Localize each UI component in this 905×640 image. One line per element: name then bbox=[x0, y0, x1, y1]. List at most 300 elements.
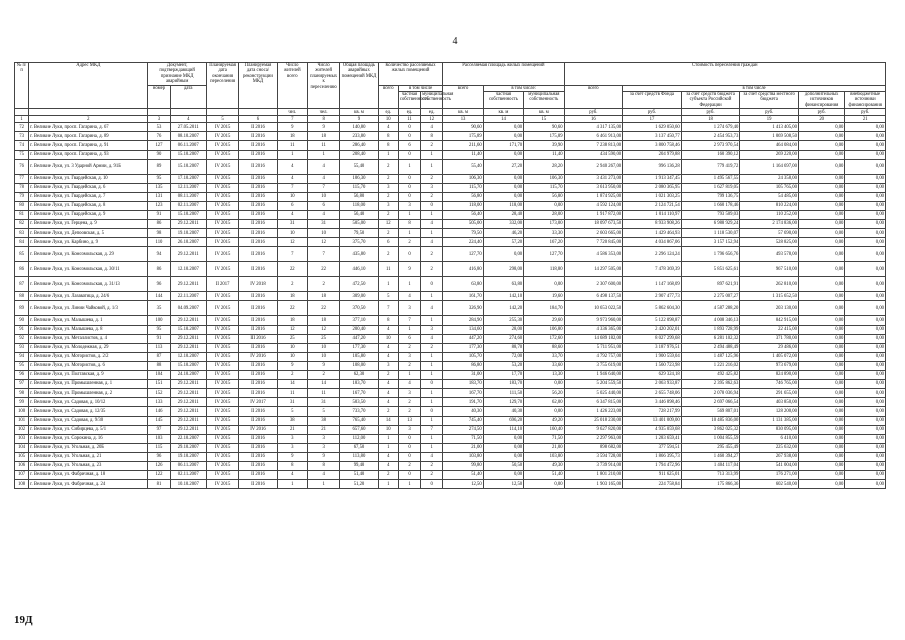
table-cell: 1 bbox=[378, 434, 398, 443]
table-cell: 2 940 267,00 bbox=[564, 159, 623, 174]
address-cell: г. Великие Луки, просп. Гагарина, д. 91 bbox=[29, 141, 148, 150]
table-cell: II 2016 bbox=[239, 343, 277, 352]
table-cell: 434 590,00 bbox=[564, 150, 623, 159]
table-cell: 2 bbox=[378, 247, 398, 262]
table-row bbox=[15, 407, 886, 416]
table-cell: 9 bbox=[277, 361, 307, 370]
table-cell: 824 890,00 bbox=[740, 371, 799, 380]
table-cell: 1 bbox=[398, 325, 420, 334]
table-cell: 06.11.2007 bbox=[170, 141, 206, 150]
table-cell: 184,70 bbox=[524, 301, 564, 316]
table-cell: 29.12.2011 bbox=[170, 343, 206, 352]
table-cell: 3 bbox=[378, 183, 398, 192]
table-cell: 1 903 165,00 bbox=[564, 480, 623, 489]
table-cell: 113 bbox=[148, 343, 170, 352]
table-cell: 22 bbox=[277, 301, 307, 316]
table-cell: 0,00 bbox=[845, 471, 886, 480]
table-cell: 31 bbox=[277, 398, 307, 407]
table-cell: 97 bbox=[148, 425, 170, 434]
col-rooms-count: Количество расселяемых жилых помещений bbox=[378, 63, 443, 86]
table-cell: 95 bbox=[15, 361, 29, 370]
table-cell: 0 bbox=[421, 407, 443, 416]
table-cell: II 2016 bbox=[239, 301, 277, 316]
table-cell: 2 494 488,49 bbox=[681, 343, 740, 352]
table-cell: 4 bbox=[277, 174, 307, 183]
table-cell: IV 2015 bbox=[206, 461, 238, 470]
table-cell: 115,70 bbox=[443, 183, 483, 192]
table-cell: 122 bbox=[148, 471, 170, 480]
table-cell: 31 bbox=[307, 220, 339, 229]
table-cell: 12.10.2007 bbox=[170, 352, 206, 361]
table-cell: 0,00 bbox=[524, 380, 564, 389]
table-cell: 127 bbox=[148, 141, 170, 150]
table-row bbox=[15, 380, 886, 389]
table-cell: 4 bbox=[421, 238, 443, 247]
table-cell: 4 935 059,68 bbox=[623, 425, 682, 434]
table-cell: 0 bbox=[398, 443, 420, 452]
table-cell: 1 946 640,00 bbox=[564, 371, 623, 380]
table-cell: 0,00 bbox=[845, 238, 886, 247]
table-cell: 9 bbox=[277, 123, 307, 132]
table-row bbox=[15, 211, 886, 220]
address-cell: г. Великие Луки, ул. Малышева, д. 8 bbox=[29, 325, 148, 334]
table-cell: 22.11.2007 bbox=[170, 292, 206, 301]
table-cell: 3 187 976,51 bbox=[623, 343, 682, 352]
table-cell: 133 bbox=[148, 398, 170, 407]
table-cell: 4 bbox=[398, 292, 420, 301]
table-cell: 505,00 bbox=[443, 220, 483, 229]
table-cell: 4 bbox=[421, 301, 443, 316]
table-cell: 24 358,00 bbox=[740, 174, 799, 183]
table-cell: 973 679,00 bbox=[740, 361, 799, 370]
address-cell: г. Великие Луки, ул. Гвардейская, д. 10 bbox=[29, 174, 148, 183]
table-cell: 416,80 bbox=[443, 262, 483, 277]
table-cell: 967 510,00 bbox=[740, 262, 799, 277]
table-cell: 4 bbox=[378, 380, 398, 389]
table-cell: 1 147 168,09 bbox=[623, 277, 682, 292]
table-cell: 38 bbox=[277, 416, 307, 425]
table-cell: 39,90 bbox=[524, 141, 564, 150]
table-cell: 9 bbox=[307, 361, 339, 370]
table-cell: 95 bbox=[148, 174, 170, 183]
table-cell: 4 008 346,13 bbox=[681, 316, 740, 325]
table-cell: 10 485 836,00 bbox=[681, 416, 740, 425]
address-cell: г. Великие Луки, ул. Садовая, д. 9/30 bbox=[29, 416, 148, 425]
table-cell: 8 933 908,26 bbox=[623, 220, 682, 229]
col-rooms-incl: в том числе bbox=[398, 85, 442, 91]
table-cell: 4 bbox=[378, 461, 398, 470]
table-cell: 78 bbox=[15, 183, 29, 192]
table-row bbox=[15, 389, 886, 398]
column-index-cell: 11 bbox=[398, 116, 420, 123]
table-cell: 0,00 bbox=[483, 150, 523, 159]
address-cell: г. Великие Луки, ул. Мотористов, д. 2/2 bbox=[29, 352, 148, 361]
table-cell: 1 405 072,00 bbox=[740, 352, 799, 361]
table-cell: 22 415,00 bbox=[740, 325, 799, 334]
table-cell: 54 485,00 bbox=[740, 192, 799, 201]
unit-cell: кв. м bbox=[483, 109, 523, 116]
table-cell: 2 bbox=[421, 192, 443, 201]
table-cell: 1 164 697,00 bbox=[740, 159, 799, 174]
table-cell: II 2016 bbox=[239, 452, 277, 461]
table-cell: 0,00 bbox=[798, 301, 844, 316]
table-cell: 105,80 bbox=[340, 352, 378, 361]
table-cell: 105,70 bbox=[443, 352, 483, 361]
table-cell: 746 765,00 bbox=[740, 380, 799, 389]
table-cell: 2 655 748,06 bbox=[623, 389, 682, 398]
table-cell: 29.12.2011 bbox=[170, 316, 206, 325]
col-doc-number: номер bbox=[148, 85, 170, 109]
table-cell: 2 bbox=[421, 343, 443, 352]
table-cell: 29.12.2011 bbox=[170, 425, 206, 434]
table-cell: 56,80 bbox=[340, 192, 378, 201]
table-cell: II 2016 bbox=[239, 461, 277, 470]
table-cell: 167,70 bbox=[340, 389, 378, 398]
table-cell: 21 bbox=[307, 425, 339, 434]
table-cell: 71,50 bbox=[524, 434, 564, 443]
table-cell: 2 bbox=[421, 262, 443, 277]
table-cell: 1 bbox=[421, 416, 443, 425]
table-row bbox=[15, 480, 886, 489]
table-cell: II 2016 bbox=[239, 220, 277, 229]
table-cell: 3 bbox=[277, 434, 307, 443]
table-cell: 51,40 bbox=[340, 471, 378, 480]
table-cell: 177,30 bbox=[340, 343, 378, 352]
table-cell: 6 281 102,32 bbox=[681, 334, 740, 343]
table-cell: 29.12.2011 bbox=[170, 416, 206, 425]
table-cell: 3 594 728,00 bbox=[564, 452, 623, 461]
unit-cell: руб. bbox=[845, 109, 886, 116]
table-cell: 84 bbox=[15, 238, 29, 247]
table-cell: 326,90 bbox=[443, 301, 483, 316]
table-cell: 0 bbox=[421, 201, 443, 210]
table-cell: 2 907 477,73 bbox=[623, 292, 682, 301]
table-cell: 88 bbox=[148, 361, 170, 370]
table-row bbox=[15, 150, 886, 159]
table-cell: 1 bbox=[421, 292, 443, 301]
table-cell: 5 122 098,87 bbox=[623, 316, 682, 325]
table-cell: 167,20 bbox=[524, 238, 564, 247]
table-cell: II 2016 bbox=[239, 132, 277, 141]
table-cell: 6 bbox=[398, 141, 420, 150]
table-cell: 40,30 bbox=[443, 407, 483, 416]
table-row bbox=[15, 334, 886, 343]
unit-cell-empty bbox=[239, 109, 277, 116]
table-cell: 95 bbox=[148, 325, 170, 334]
table-cell: 31,00 bbox=[443, 371, 483, 380]
table-cell: 810 224,00 bbox=[740, 201, 799, 210]
unit-cell: чел. bbox=[307, 109, 339, 116]
table-cell: 73 bbox=[15, 132, 29, 141]
table-cell: 0 bbox=[398, 192, 420, 201]
table-cell: 0,00 bbox=[845, 301, 886, 316]
table-cell: 1 794 472,96 bbox=[623, 461, 682, 470]
address-cell: г. Великие Луки, ул. Металлистов, д. 4 bbox=[29, 334, 148, 343]
table-cell: 7 bbox=[398, 316, 420, 325]
table-cell: 1 bbox=[421, 211, 443, 220]
table-cell: 2 bbox=[398, 343, 420, 352]
table-row bbox=[15, 343, 886, 352]
table-cell: IV 2015 bbox=[206, 247, 238, 262]
table-cell: 1 bbox=[307, 480, 339, 489]
table-cell: 15.10.2007 bbox=[170, 150, 206, 159]
table-cell: 492 425,82 bbox=[681, 371, 740, 380]
table-cell: 6 988 929,24 bbox=[681, 220, 740, 229]
table-cell: 1 900 559,04 bbox=[623, 352, 682, 361]
table-cell: IV 2015 bbox=[206, 434, 238, 443]
table-cell: 80 bbox=[15, 201, 29, 210]
unit-cell: чел. bbox=[277, 109, 307, 116]
table-cell: 12 bbox=[307, 325, 339, 334]
column-index-cell: 17 bbox=[623, 116, 682, 123]
table-cell: 1 bbox=[421, 316, 443, 325]
table-cell: 18 bbox=[277, 132, 307, 141]
table-cell: 89 bbox=[15, 301, 29, 316]
table-cell: 29.12.2011 bbox=[170, 389, 206, 398]
table-cell: 0,00 bbox=[845, 434, 886, 443]
col-document: Документ, подтверждающий признание МКД аварийным bbox=[148, 63, 207, 86]
table-cell: 14 689 182,00 bbox=[564, 334, 623, 343]
table-cell: 19,60 bbox=[524, 292, 564, 301]
table-cell: 0,00 bbox=[845, 277, 886, 292]
table-cell: 733,70 bbox=[340, 407, 378, 416]
table-cell: 435,80 bbox=[340, 247, 378, 262]
column-index-cell: 3 bbox=[148, 116, 170, 123]
table-cell: 7 bbox=[421, 425, 443, 434]
table-cell: 1 627 819,05 bbox=[681, 183, 740, 192]
table-cell: 110 bbox=[148, 238, 170, 247]
address-cell: г. Великие Луки, ул. Угольная, д. 21 bbox=[29, 452, 148, 461]
table-cell: 172,60 bbox=[524, 334, 564, 343]
table-cell: 08.11.2007 bbox=[170, 192, 206, 201]
table-cell: IV 2015 bbox=[206, 292, 238, 301]
address-cell: г. Великие Луки, ул. Гвардейская, д. 6 bbox=[29, 183, 148, 192]
table-row bbox=[15, 220, 886, 229]
table-cell: 1 bbox=[398, 480, 420, 489]
table-cell: 90 bbox=[148, 150, 170, 159]
address-cell: г. Великие Луки, ул. Садовая, д. 12/35 bbox=[29, 407, 148, 416]
table-cell: 160 390,12 bbox=[681, 150, 740, 159]
table-cell: 2 bbox=[398, 461, 420, 470]
table-cell: 1 429 464,93 bbox=[623, 229, 682, 238]
table-cell: 101 bbox=[15, 416, 29, 425]
table-cell: 0,00 bbox=[845, 416, 886, 425]
table-cell: 403 850,00 bbox=[740, 398, 799, 407]
table-cell: 90,60 bbox=[524, 123, 564, 132]
table-cell: 18 bbox=[277, 316, 307, 325]
table-cell: IV 2018 bbox=[239, 277, 277, 292]
table-cell: 1 487 125,96 bbox=[681, 352, 740, 361]
table-cell: 2 124 721,54 bbox=[623, 201, 682, 210]
table-cell: 5 025 440,00 bbox=[564, 389, 623, 398]
table-cell: 200,40 bbox=[340, 325, 378, 334]
table-cell: 63,80 bbox=[483, 277, 523, 292]
table-cell: 14 297 505,00 bbox=[564, 262, 623, 277]
col-no: № п/п bbox=[15, 63, 29, 109]
table-cell: 18 bbox=[307, 132, 339, 141]
table-cell: 0,00 bbox=[845, 247, 886, 262]
table-cell: 3 613 950,00 bbox=[564, 183, 623, 192]
table-cell: 2 080 365,95 bbox=[623, 183, 682, 192]
table-cell: 0,00 bbox=[798, 201, 844, 210]
table-cell: IV 2015 bbox=[206, 443, 238, 452]
table-cell: 4 317 135,00 bbox=[564, 123, 623, 132]
address-cell: г. Великие Луки, просп. Гагарина, д. 67 bbox=[29, 123, 148, 132]
table-cell: 4 bbox=[421, 334, 443, 343]
table-cell: 0,00 bbox=[798, 452, 844, 461]
table-cell: IV 2015 bbox=[206, 480, 238, 489]
table-cell: 115,70 bbox=[524, 183, 564, 192]
table-cell: 3 157 152,94 bbox=[681, 238, 740, 247]
table-cell: 7 bbox=[378, 301, 398, 316]
table-cell: 0,00 bbox=[798, 262, 844, 277]
table-cell: 2 078 036,94 bbox=[681, 389, 740, 398]
table-cell: 142,20 bbox=[483, 301, 523, 316]
table-cell: 87 bbox=[15, 277, 29, 292]
table-cell: 2 bbox=[277, 277, 307, 292]
table-cell: 2 063 933,87 bbox=[623, 380, 682, 389]
table-cell: 1 913 347,45 bbox=[623, 174, 682, 183]
table-cell: 106,30 bbox=[524, 174, 564, 183]
table-cell: 29 486,00 bbox=[740, 343, 799, 352]
table-cell: II 2016 bbox=[239, 389, 277, 398]
table-cell: II 2016 bbox=[239, 371, 277, 380]
table-cell: 100 bbox=[15, 407, 29, 416]
col-planned-resettle: Планируемая дата окончания переселения bbox=[206, 63, 238, 109]
table-cell: 447,20 bbox=[443, 334, 483, 343]
table-cell: 175,89 bbox=[524, 132, 564, 141]
table-row bbox=[15, 301, 886, 316]
table-row bbox=[15, 398, 886, 407]
table-cell: 255,30 bbox=[483, 316, 523, 325]
table-cell: 71,50 bbox=[443, 434, 483, 443]
table-cell: 375,70 bbox=[340, 238, 378, 247]
unit-cell: кв. м bbox=[443, 109, 483, 116]
table-cell: 22 bbox=[277, 262, 307, 277]
table-cell: 2 603 665,00 bbox=[564, 229, 623, 238]
table-cell: 14 bbox=[277, 380, 307, 389]
table-cell: 3 bbox=[421, 325, 443, 334]
table-cell: 0,00 bbox=[798, 192, 844, 201]
table-cell: 0,00 bbox=[798, 247, 844, 262]
table-cell: 0,00 bbox=[845, 262, 886, 277]
table-cell: 1 283 659,41 bbox=[623, 434, 682, 443]
table-cell: 1 315 652,50 bbox=[740, 292, 799, 301]
table-cell: II 2016 bbox=[239, 150, 277, 159]
table-cell: 10 bbox=[277, 343, 307, 352]
table-cell: 3 755 619,00 bbox=[564, 361, 623, 370]
column-index-cell: 9 bbox=[340, 116, 378, 123]
col-cost: Стоимость переселения граждан bbox=[564, 63, 885, 86]
table-cell: 12.10.2007 bbox=[170, 262, 206, 277]
table-cell: 0,00 bbox=[845, 159, 886, 174]
table-cell: 103 bbox=[15, 434, 29, 443]
table-cell: 1 660 178,46 bbox=[681, 201, 740, 210]
table-cell: 446,10 bbox=[340, 262, 378, 277]
table-cell: 842 915,00 bbox=[740, 316, 799, 325]
table-cell: 1 bbox=[421, 389, 443, 398]
table-cell: 1 bbox=[421, 159, 443, 174]
table-cell: IV 2015 bbox=[206, 343, 238, 352]
table-cell: 1 221 216,02 bbox=[681, 361, 740, 370]
table-cell: 208,40 bbox=[340, 150, 378, 159]
table-cell: 15.10.2007 bbox=[170, 361, 206, 370]
address-cell: г. Великие Луки, ул. Депоовская, д. 5 bbox=[29, 229, 148, 238]
table-cell: 177,30 bbox=[443, 343, 483, 352]
address-cell: г. Великие Луки, ул. Гвардейская, д. 8 bbox=[29, 201, 148, 210]
unit-cell-empty bbox=[15, 109, 29, 116]
unit-cell-empty bbox=[206, 109, 238, 116]
table-cell: 1 014 110,97 bbox=[623, 211, 682, 220]
table-cell: 1 796 656,76 bbox=[681, 247, 740, 262]
col-resettled-area: Расселяемая площадь жилых помещений bbox=[443, 63, 564, 86]
table-cell: 63,80 bbox=[443, 277, 483, 292]
table-cell: 1 bbox=[398, 211, 420, 220]
table-cell: 0,00 bbox=[798, 211, 844, 220]
table-cell: 657,60 bbox=[340, 425, 378, 434]
table-cell: 377 594,51 bbox=[623, 443, 682, 452]
table-cell: 528 825,00 bbox=[740, 238, 799, 247]
table-cell: 74 bbox=[15, 141, 29, 150]
table-cell: 1 bbox=[421, 352, 443, 361]
table-cell: 72,00 bbox=[483, 352, 523, 361]
table-cell: 17,70 bbox=[483, 371, 523, 380]
table-cell: 29.10.2007 bbox=[170, 443, 206, 452]
table-row bbox=[15, 461, 886, 470]
table-cell: 108,00 bbox=[340, 361, 378, 370]
table-cell: II 2016 bbox=[239, 141, 277, 150]
table-cell: 0,00 bbox=[798, 183, 844, 192]
table-cell: II 2016 bbox=[239, 201, 277, 210]
table-cell: 4 bbox=[378, 352, 398, 361]
table-cell: 6 bbox=[398, 334, 420, 343]
table-cell: 21,00 bbox=[524, 443, 564, 452]
table-cell: 3 bbox=[398, 301, 420, 316]
table-cell: 0,00 bbox=[845, 316, 886, 325]
address-cell: г. Великие Луки, ул. Лазаватица, д. 24/6 bbox=[29, 292, 148, 301]
table-cell: 4 bbox=[421, 220, 443, 229]
table-cell: 96 bbox=[148, 277, 170, 292]
table-cell: 291 655,00 bbox=[740, 389, 799, 398]
table-cell: 0,00 bbox=[845, 443, 886, 452]
table-cell: 12,50 bbox=[443, 480, 483, 489]
table-cell: 8 bbox=[307, 461, 339, 470]
table-cell: 0,00 bbox=[798, 443, 844, 452]
table-cell: 0,00 bbox=[798, 334, 844, 343]
table-cell: 286,40 bbox=[340, 141, 378, 150]
table-cell: 4 bbox=[378, 123, 398, 132]
table-cell: 112,00 bbox=[340, 434, 378, 443]
column-index-cell: 10 bbox=[378, 116, 398, 123]
table-cell: 1 bbox=[421, 434, 443, 443]
table-cell: 76 bbox=[15, 159, 29, 174]
table-cell: 0,00 bbox=[483, 443, 523, 452]
table-cell: 02.11.2007 bbox=[170, 471, 206, 480]
table-cell: 79,50 bbox=[340, 229, 378, 238]
table-cell: 2 bbox=[421, 174, 443, 183]
table-cell: 2 bbox=[398, 407, 420, 416]
table-cell: 128 200,00 bbox=[740, 407, 799, 416]
table-cell: IV 2015 bbox=[206, 123, 238, 132]
table-cell: 76 bbox=[148, 132, 170, 141]
table-cell: 0,00 bbox=[798, 461, 844, 470]
table-cell: 02.11.2007 bbox=[170, 201, 206, 210]
table-cell: 11 bbox=[307, 141, 339, 150]
table-cell: 1 118 530,07 bbox=[681, 229, 740, 238]
table-cell: 262 810,00 bbox=[740, 277, 799, 292]
table-cell: 6 347 815,00 bbox=[564, 398, 623, 407]
table-cell: 91 bbox=[148, 334, 170, 343]
